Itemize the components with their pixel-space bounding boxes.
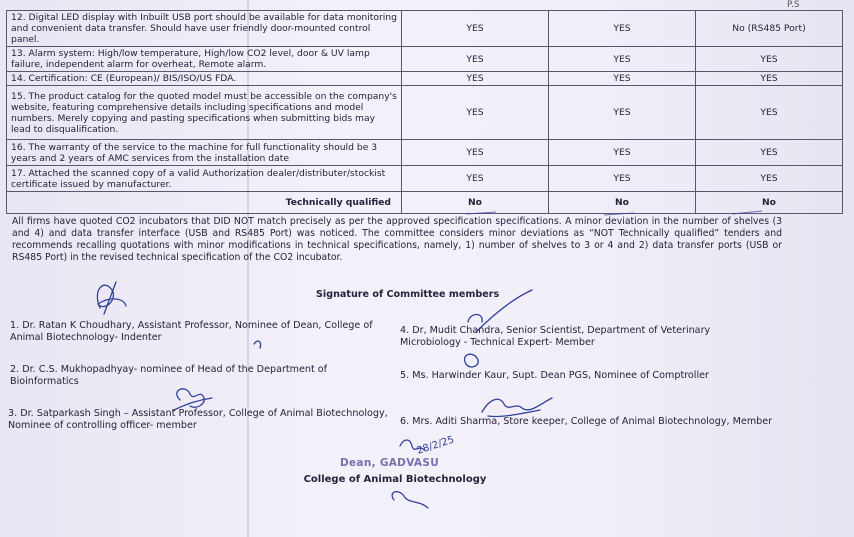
value-cell: YES xyxy=(696,86,843,140)
table-row xyxy=(7,166,843,192)
qualified-value: No xyxy=(402,192,549,214)
value-cell: No (RS485 Port) xyxy=(696,11,843,47)
committee-note: All firms have quoted CO2 incubators that DID NOT match precisely as per the approved specification specifications. A minor deviation in the number of shelves (3 and 4) and data transfer interface (USB and RS485 Port) was noticed. The committee considers minor deviations as “NOT Technically qualified” tenders and recommends recalling quotations with minor modifications in technical specifications, namely, 1) number of shelves to 3 or 4 and 2) data transfer ports (USB or RS485 Port) in the revised technical specification of the CO2 incubator. xyxy=(12,216,782,263)
criterion-cell: 14. Certification: CE (European)/ BIS/ISO/US FDA. xyxy=(7,72,402,86)
member-4: 4. Dr, Mudit Chandra, Senior Scientist, Department of Veterinary Microbiology - Technical Expert- Member xyxy=(400,325,711,348)
criterion-cell: 17. Attached the scanned copy of a valid Authorization dealer/distributer/stockist certificate issued by manufacturer. xyxy=(7,166,402,192)
value-cell: YES xyxy=(696,72,843,86)
college-footer: College of Animal Biotechnology xyxy=(303,474,487,485)
criterion-cell: 12. Digital LED display with Inbuilt USB port should be available for data monitoring and convenient data transfer. Should have user friendly door-mounted control panel. xyxy=(7,11,402,47)
qualified-value: No xyxy=(696,192,843,214)
criterion-cell: 13. Alarm system: High/low temperature, High/low CO2 level, door & UV lamp failure, independent alarm for overheat, Remote alarm. xyxy=(7,47,402,72)
value-cell: YES xyxy=(402,166,549,192)
value-cell: YES xyxy=(696,140,843,166)
table-row xyxy=(7,72,843,86)
table-row xyxy=(7,86,843,140)
stamp-date: 28/2/25 xyxy=(415,434,456,457)
value-cell: YES xyxy=(549,47,696,72)
specification-table xyxy=(6,10,843,214)
page-mark: P.S xyxy=(787,0,800,10)
criterion-cell: 16. The warranty of the service to the machine for full functionality should be 3 years and 2 years of AMC services from the installation date xyxy=(7,140,402,166)
table-row xyxy=(7,140,843,166)
table-row xyxy=(7,47,843,72)
qualified-row xyxy=(7,192,843,214)
qualified-value: No xyxy=(549,192,696,214)
member-2: 2. Dr. C.S. Mukhopadhyay- nominee of Head of the Department of Bioinformatics xyxy=(10,364,328,387)
member-6: 6. Mrs. Aditi Sharma, Store keeper, College of Animal Biotechnology, Member xyxy=(400,416,773,427)
value-cell: YES xyxy=(402,86,549,140)
member-5: 5. Ms. Harwinder Kaur, Supt. Dean PGS, Nominee of Comptroller xyxy=(400,370,709,381)
value-cell: YES xyxy=(402,140,549,166)
dean-stamp: Dean, GADVASU xyxy=(340,457,440,469)
value-cell: YES xyxy=(402,47,549,72)
value-cell: YES xyxy=(549,140,696,166)
value-cell: YES xyxy=(549,72,696,86)
value-cell: YES xyxy=(696,166,843,192)
value-cell: YES xyxy=(402,72,549,86)
value-cell: YES xyxy=(402,11,549,47)
table-row xyxy=(7,11,843,47)
member-1: 1. Dr. Ratan K Choudhary, Assistant Professor, Nominee of Dean, College of Animal Biotechnology- Indenter xyxy=(10,320,373,343)
value-cell: YES xyxy=(549,166,696,192)
signature-heading: Signature of Committee members xyxy=(316,289,500,300)
criterion-cell: 15. The product catalog for the quoted model must be accessible on the company's website, featuring comprehensive details including specifications and model numbers. Merely copying and pasting specifications when submitting bids may lead to disqualification. xyxy=(7,86,402,140)
value-cell: YES xyxy=(696,47,843,72)
value-cell: YES xyxy=(549,86,696,140)
technically-qualified-label: Technically qualified xyxy=(7,192,402,214)
member-3: 3. Dr. Satparkash Singh – Assistant Professor, College of Animal Biotechnology, Nominee of controlling officer- member xyxy=(8,408,388,431)
value-cell: YES xyxy=(549,11,696,47)
